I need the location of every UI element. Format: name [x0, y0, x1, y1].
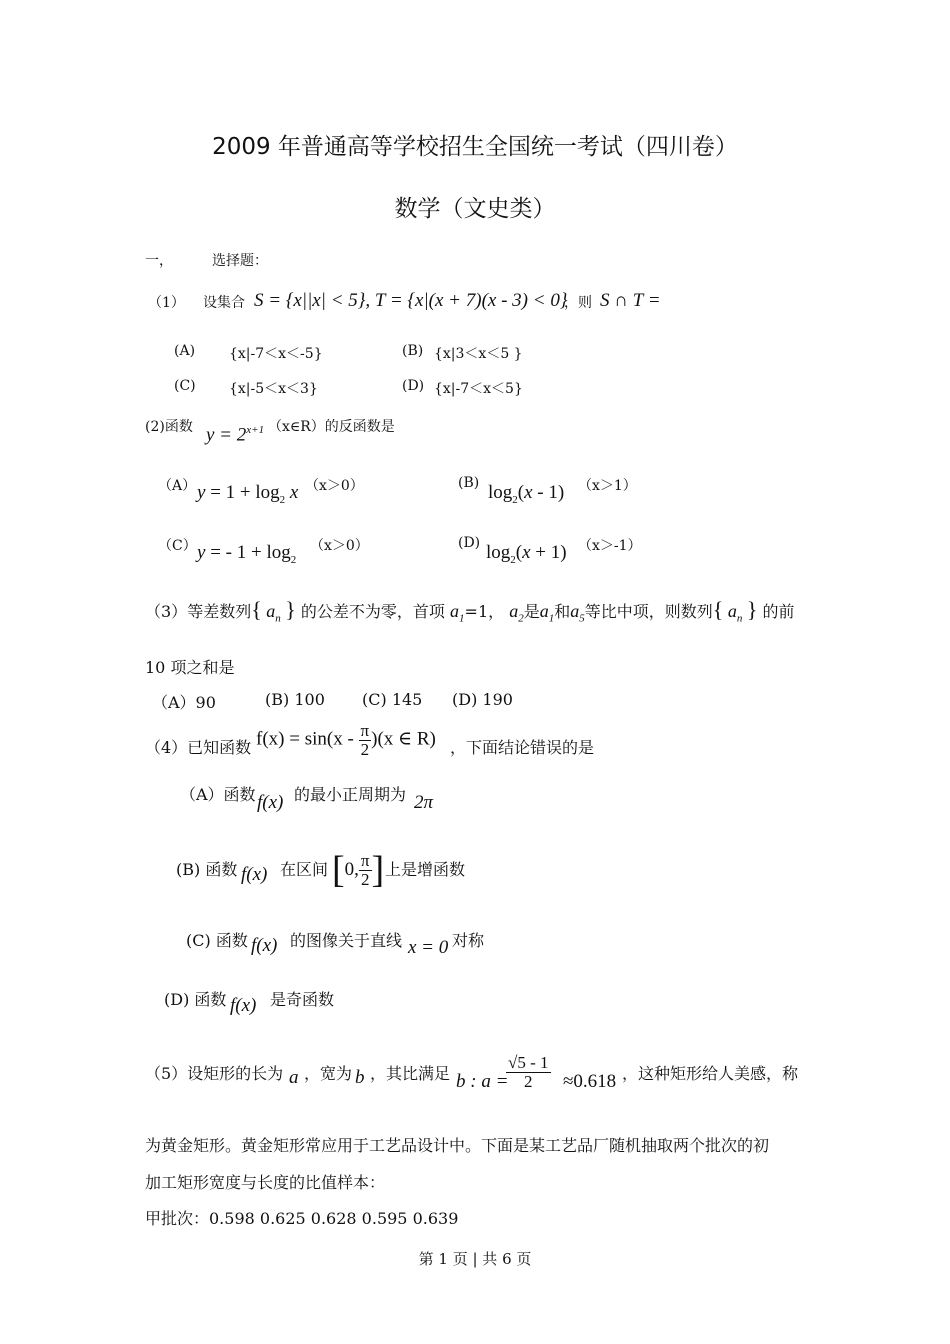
- q2-option-a-label: （A）: [158, 478, 197, 494]
- q5-a: a: [289, 1067, 299, 1088]
- q5-number: （5）设矩形的长为: [145, 1064, 284, 1083]
- q2-condition: （x∈R）的反函数是: [268, 419, 395, 435]
- section-number: 一，: [145, 253, 173, 269]
- q3-line1: （3）等差数列{ $a_n$ } 的公差不为零，首项 $a_1=1$， $a_2$是$a_1$和$a_5$等比中项，则数列{ $a_n$ } 的前: [145, 597, 795, 625]
- q5-line2: 为黄金矩形。黄金矩形常应用于工艺品设计中。下面是某工艺品厂随机抽取两个批次的初: [145, 1136, 770, 1155]
- q4-option-a-label: （A）函数: [180, 785, 256, 804]
- document-subtitle: 数学（文史类）: [394, 196, 556, 222]
- q5-b: b: [355, 1067, 365, 1088]
- q4-tail: ，下面结论错误的是: [450, 738, 595, 757]
- q1-option-b-label: (B): [402, 343, 424, 359]
- page-footer: 第 1 页 | 共 6 页: [418, 1250, 532, 1268]
- q2-number: (2)函数: [145, 419, 193, 435]
- q5-p3: ，这种矩形给人美感，称: [622, 1064, 799, 1083]
- q5-p1: ，宽为: [304, 1064, 353, 1083]
- q5-line3: 加工矩形宽度与长度的比值样本：: [145, 1173, 386, 1192]
- q5-line4: 甲批次：0.598 0.625 0.628 0.595 0.639: [145, 1209, 459, 1228]
- q3-option-d: (D) 190: [452, 690, 513, 709]
- q5-ratio: b : a =: [456, 1071, 509, 1092]
- q4-option-c-fx: f(x): [251, 935, 278, 956]
- q2-option-d-formula: $\log_2(x + 1)$: [486, 542, 567, 566]
- q5-p2: ，其比满足: [370, 1064, 451, 1083]
- q2-formula: $y = 2^{x+1}$: [206, 424, 265, 446]
- q4-option-d-fx: f(x): [230, 995, 257, 1016]
- q1-option-c-text: {x|-5＜x＜3}: [229, 381, 318, 397]
- q2-option-a-cond: （x＞0）: [305, 478, 364, 494]
- q1-target: S ∩ T =: [600, 290, 661, 311]
- q4-option-b-label: (B) 函数: [176, 860, 238, 879]
- q1-option-d-label: (D): [402, 378, 425, 394]
- q2-option-d-cond: （x＞-1）: [578, 538, 642, 554]
- q2-option-b-cond: （x＞1）: [578, 478, 637, 494]
- q4-option-a-val: 2π: [414, 792, 434, 813]
- q5-fraction: $\frac{√5 - 1}{2}$: [508, 1053, 549, 1091]
- q3-option-b: (B) 100: [265, 690, 325, 709]
- q4-option-c-label: (C) 函数: [186, 931, 248, 950]
- q4-option-c-eq: x = 0: [408, 937, 449, 958]
- q2-option-c-cond: （x＞0）: [310, 538, 369, 554]
- q4-option-c-tail: 对称: [452, 931, 485, 950]
- q4-number: （4）已知函数: [145, 738, 252, 757]
- q4-option-a-fx: f(x): [257, 792, 284, 813]
- q1-then: ，则: [564, 295, 592, 311]
- section-label: 选择题：: [212, 253, 268, 269]
- q4-option-d-label: (D) 函数: [164, 990, 227, 1009]
- q1-option-a-label: (A): [174, 343, 196, 359]
- q2-option-b-formula: $\log_2(x - 1)$: [488, 482, 565, 506]
- q4-option-c-text: 的图像关于直线: [290, 931, 403, 950]
- q1-option-c-label: (C): [174, 378, 196, 394]
- q1-number: （1）: [148, 295, 185, 311]
- q1-option-d-text: {x|-7＜x＜5}: [434, 381, 523, 397]
- q4-option-d-text: 是奇函数: [270, 990, 335, 1009]
- q1-formula: S = {x||x| < 5}, T = {x|(x + 7)(x - 3) < 0}: [254, 290, 568, 311]
- q3-option-a: （A）90: [152, 693, 216, 712]
- q2-option-a-formula: $y = 1 + \log_2 x$: [197, 482, 299, 506]
- q1-text: 设集合: [203, 295, 245, 311]
- q2-option-c-label: （C）: [158, 538, 197, 554]
- q4-option-a-text: 的最小正周期为: [294, 785, 407, 804]
- q1-option-a-text: {x|-7＜x＜-5}: [229, 346, 323, 362]
- document-title: 2009 年普通高等学校招生全国统一考试（四川卷）: [212, 134, 738, 160]
- q3-option-c: (C) 145: [362, 690, 423, 709]
- q2-option-b-label: (B): [458, 475, 480, 491]
- q3-line2: 10 项之和是: [145, 658, 235, 677]
- q4-option-b-text: 在区间: [280, 860, 329, 879]
- q4-option-b-fx: f(x): [241, 864, 268, 885]
- q5-approx: ≈0.618: [563, 1071, 617, 1092]
- q4-formula: f(x) = sin(x - $\frac{\pi}{2}$ )(x ∈ R): [256, 721, 436, 759]
- q1-option-b-text: {x|3＜x＜5 }: [434, 346, 523, 362]
- q2-option-d-label: (D): [458, 535, 481, 551]
- q2-option-c-formula: y = - $1 + \log_2$: [197, 542, 297, 566]
- q4-option-b-tail: 上是增函数: [385, 860, 466, 879]
- q4-option-b-interval: [0, $\frac{\pi}{2}$ ]: [332, 849, 385, 891]
